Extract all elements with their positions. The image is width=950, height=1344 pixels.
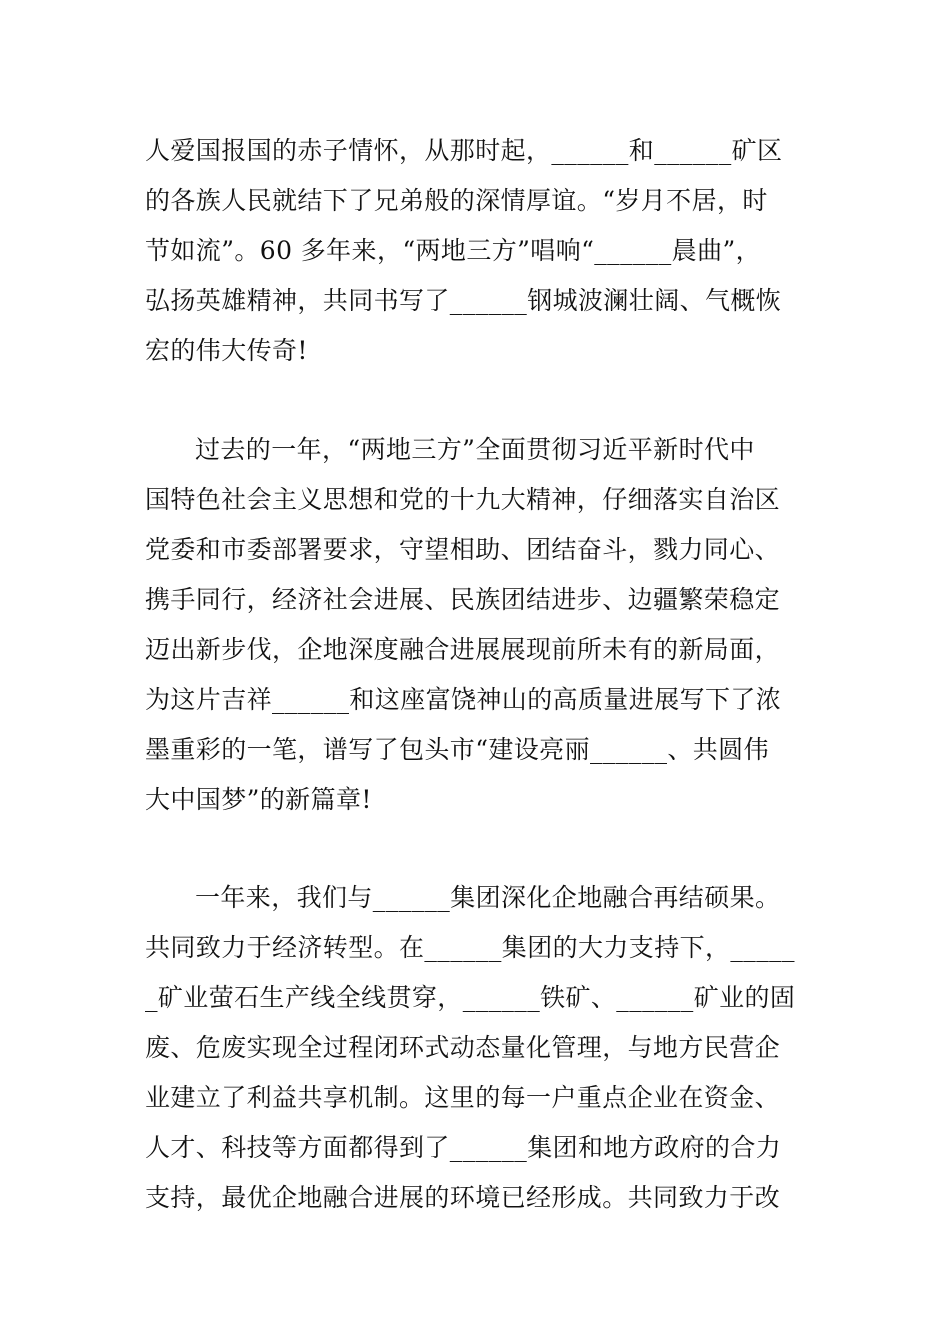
paragraph-2-line-1: 过去的一年，“两地三方”全面贯彻习近平新时代中 [195,435,755,464]
paragraph-1-line-5: 宏的伟大传奇! [145,336,308,365]
paragraph-1-line-4: 弘扬英雄精神，共同书写了______钢城波澜壮阔、气概恢 [145,286,782,315]
paragraph-2-line-8: 大中国梦”的新篇章! [145,785,372,814]
paragraph-3-line-1: 一年来，我们与______集团深化企地融合再结硕果。 [195,883,781,912]
paragraph-3-line-4: 废、危废实现全过程闭环式动态量化管理，与地方民营企 [145,1033,781,1062]
paragraph-3-line-2: 共同致力于经济转型。在______集团的大力支持下，_____ [145,933,795,962]
paragraph-3-line-7: 支持，最优企地融合进展的环境已经形成。共同致力于改 [145,1183,781,1212]
paragraph-3-line-5: 业建立了利益共享机制。这里的每一户重点企业在资金、 [145,1083,781,1112]
paragraph-1-line-1: 人爱国报国的赤子情怀，从那时起，______和______矿区 [145,136,783,165]
paragraph-2-line-4: 携手同行，经济社会进展、民族团结进步、边疆繁荣稳定 [145,585,781,614]
paragraph-2-line-2: 国特色社会主义思想和党的十九大精神，仔细落实自治区 [145,485,781,514]
paragraph-1-line-2: 的各族人民就结下了兄弟般的深情厚谊。“岁月不居，时 [145,186,768,215]
paragraph-2-line-5: 迈出新步伐，企地深度融合进展展现前所未有的新局面， [145,635,781,664]
paragraph-3-line-6: 人才、科技等方面都得到了______集团和地方政府的合力 [145,1133,782,1162]
paragraph-1-line-3: 节如流”。60 多年来，“两地三方”唱响“______晨曲”， [145,236,762,265]
paragraph-2-line-3: 党委和市委部署要求，守望相助、团结奋斗，戮力同心、 [145,535,781,564]
paragraph-2-line-7: 墨重彩的一笔，谱写了包头市“建设亮丽______、共圆伟 [145,735,769,764]
paragraph-2-line-6: 为这片吉祥______和这座富饶神山的高质量进展写下了浓 [145,685,782,714]
paragraph-3-line-3: _矿业萤石生产线全线贯穿，______铁矿、______矿业的固 [145,983,796,1012]
